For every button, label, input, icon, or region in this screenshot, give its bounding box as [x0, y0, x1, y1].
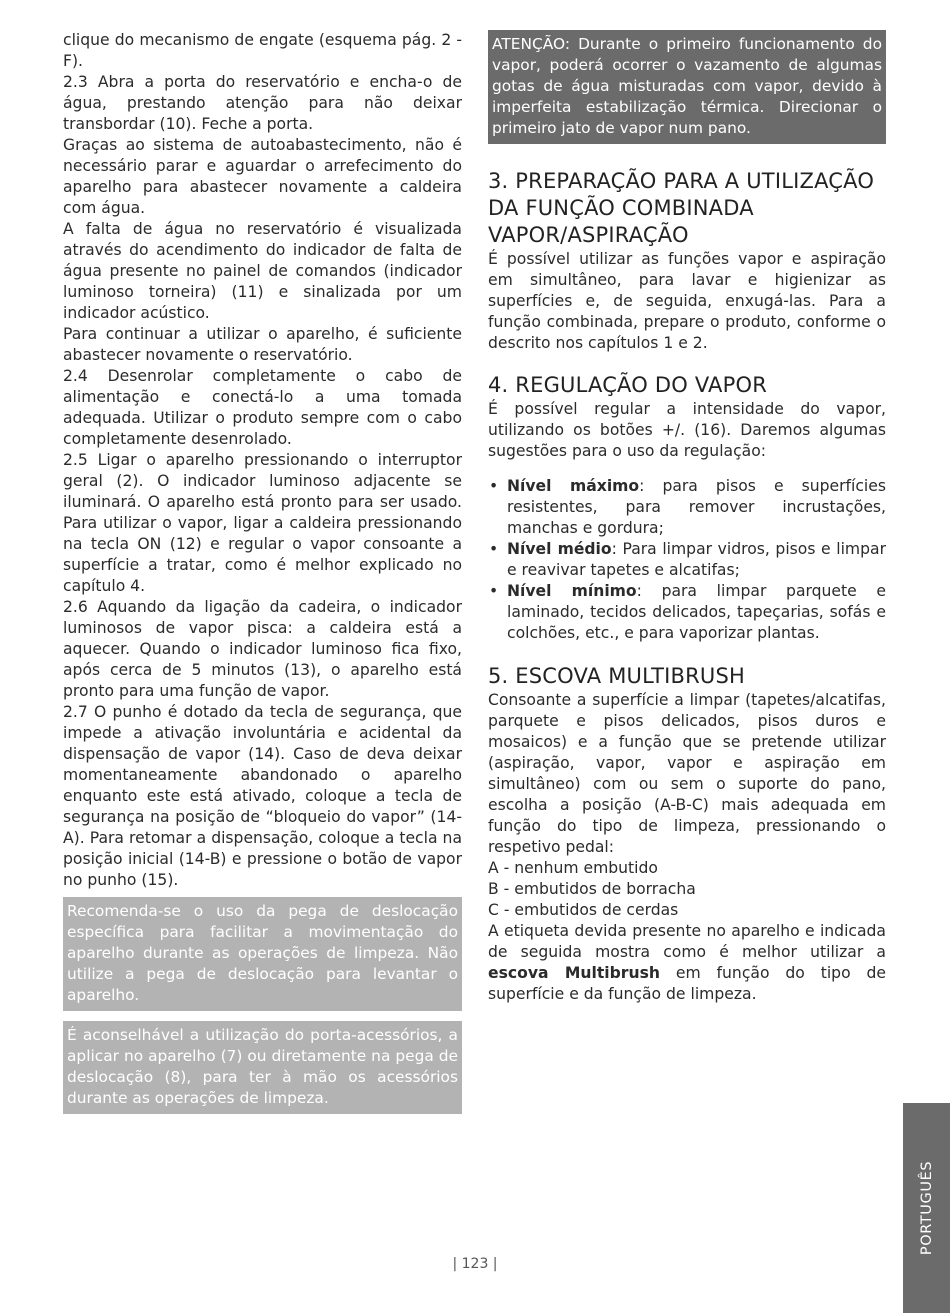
section-4-title: 4. REGULAÇÃO DO VAPOR: [488, 373, 768, 397]
section-4-body: É possível regular a intensidade do vapor, utilizando os botões +/. (16). Daremos algumas sugestões para o uso da regulação:: [488, 400, 886, 460]
right-column: [488, 30, 886, 1005]
term-nivel-medio: Nível médio: [507, 540, 612, 558]
language-tab: [903, 1103, 950, 1313]
etiqueta-text-pre: A etiqueta devida presente no aparelho e indicada de seguida mostra como é melhor utilizar a: [488, 922, 886, 961]
section-5-title: 5. ESCOVA MULTIBRUSH: [488, 664, 746, 688]
text-nivel-minimo: : para limpar parquete e laminado, tecidos delicados, tapeçarias, sofás e colchões, etc., e para vaporizar plantas.: [507, 582, 886, 642]
text-nivel-maximo: : para pisos e superfícies resistentes, para remover incrustações, manchas e gordura;: [507, 477, 886, 537]
note-porta-acessorios: É aconselhável a utilização do porta-acessórios, a aplicar no aparelho (7) ou diretamente na pega de deslocação (8), para ter à mão os acessórios durante as operações de limpeza.: [63, 1021, 462, 1114]
paragraph-2-6: 2.6 Aquando da ligação da cadeira, o indicador luminosos de vapor pisca: a caldeira está a aquecer. Quando o indicador luminoso fica fixo, após cerca de 5 minutos (13), o aparelho está pronto para uma função de vapor.: [63, 598, 462, 700]
steam-level-list: [488, 476, 886, 644]
section-3-body: É possível utilizar as funções vapor e aspiração em simultâneo, para lavar e higienizar as superfícies e, de seguida, enxugá-las. Para a função combinada, prepare o produto, conforme o descrito nos capítulos 1 e 2.: [488, 250, 886, 352]
paragraph-autoabastecimento: Graças ao sistema de autoabastecimento, não é necessário parar e aguardar o arrefecimento do aparelho para abastecer novamente a caldeira com água.: [63, 136, 462, 217]
paragraph-2-3: 2.3 Abra a porta do reservatório e encha-o de água, prestando atenção para não deixar transbordar (10). Feche a porta.: [63, 73, 462, 133]
term-escova-multibrush: escova Multibrush: [488, 964, 660, 982]
paragraph-2-5: 2.5 Ligar o aparelho pressionando o interruptor geral (2). O indicador luminoso adjacente se iluminará. O aparelho está pronto para ser usado. Para utilizar o vapor, ligar a caldeira pressionando na tecla ON (12) e regular o vapor consoante a superfície a tratar, como é melhor explicado no capítulo 4.: [63, 451, 462, 595]
paragraph-engate: clique do mecanismo de engate (esquema pág. 2 - F).: [63, 31, 462, 70]
term-nivel-minimo: Nível mínimo: [507, 582, 637, 600]
paragraph-falta-agua: A falta de água no reservatório é visualizada através do acendimento do indicador de falta de água presente no painel de comandos (indicador luminoso torneira) (11) e sinalizada por um indicador acústico.: [63, 220, 462, 322]
left-column: [63, 30, 462, 1114]
text-nivel-medio: : Para limpar vidros, pisos e limpar e reavivar tapetes e alcatifas;: [507, 540, 886, 579]
option-c: C - embutidos de cerdas: [488, 901, 679, 919]
list-item-nivel-medio: • Nível médio: Para limpar vidros, pisos e limpar e reavivar tapetes e alcatifas;: [489, 540, 886, 579]
paragraph-continuar: Para continuar a utilizar o aparelho, é suficiente abastecer novamente o reservatório.: [63, 325, 462, 364]
page-number: | 123 |: [452, 1256, 498, 1272]
section-5-body: Consoante a superfície a limpar (tapetes/alcatifas, parquete e pisos delicados, pisos duros e mosaicos) e a função que se pretende utilizar (aspiração, vapor, vapor e aspiração em simultâneo) com ou sem o suporte do pano, escolha a posição (A-B-C) mais adequada em função do tipo de limpeza, pressionando o respetivo pedal:: [488, 691, 886, 856]
paragraph-2-4: 2.4 Desenrolar completamente o cabo de alimentação e conectá-lo a uma tomada adequada. Utilizar o produto sempre com o cabo completamente desenrolado.: [63, 367, 462, 448]
option-b: B - embutidos de borracha: [488, 880, 696, 898]
section-3-title: 3. PREPARAÇÃO PARA A UTILIZAÇÃO DA FUNÇÃO COMBINADA VAPOR/ASPIRAÇÃO: [488, 169, 875, 247]
language-tab-label: PORTUGUÊS: [918, 1160, 935, 1256]
note-pega-deslocacao: Recomenda-se o uso da pega de deslocação específica para facilitar a movimentação do aparelho durante as operações de limpeza. Não utilize a pega de deslocação para levantar o aparelho.: [63, 897, 462, 1011]
list-item-nivel-maximo: • Nível máximo: para pisos e superfícies resistentes, para remover incrustações, manchas e gordura;: [489, 477, 886, 537]
term-nivel-maximo: Nível máximo: [507, 477, 640, 495]
etiqueta-text-post: em função do tipo de superfície e da função de limpeza.: [488, 964, 886, 1003]
paragraph-etiqueta: [488, 921, 886, 1005]
list-item-nivel-minimo: • Nível mínimo: para limpar parquete e laminado, tecidos delicados, tapeçarias, sofás e colchões, etc., e para vaporizar plantas.: [489, 582, 886, 642]
option-a: A - nenhum embutido: [488, 859, 658, 877]
attention-box: ATENÇÃO: Durante o primeiro funcionamento do vapor, poderá ocorrer o vazamento de algumas gotas de água misturadas com vapor, devido à imperfeita estabilização térmica. Direcionar o primeiro jato de vapor num pano.: [488, 30, 886, 144]
paragraph-2-7: 2.7 O punho é dotado da tecla de segurança, que impede a ativação involuntária e acidental da dispensação de vapor (14). Caso de deva deixar momentaneamente abandonado o aparelho enquanto este está ativado, coloque a tecla de segurança na posição de “bloqueio do vapor” (14-A). Para retomar a dispensação, coloque a tecla na posição inicial (14-B) e pressione o botão de vapor no punho (15).: [63, 703, 462, 889]
